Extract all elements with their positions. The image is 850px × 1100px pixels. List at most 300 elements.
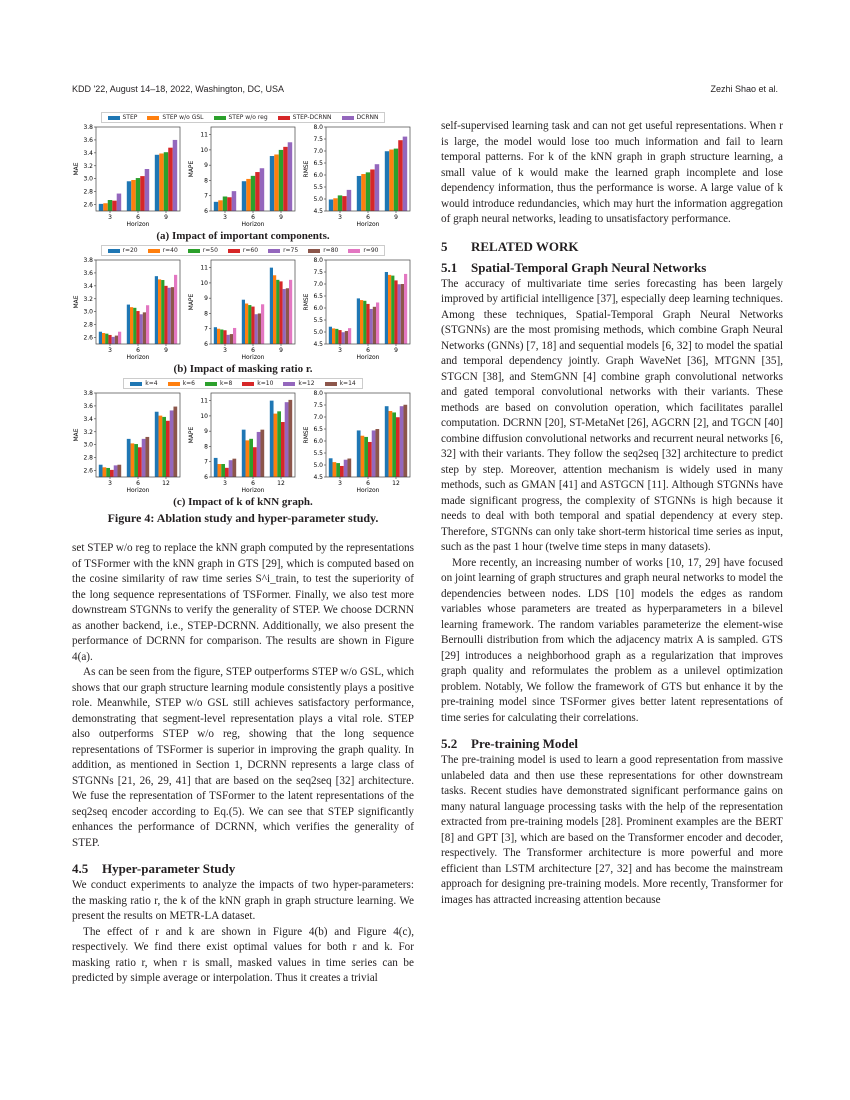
bar (233, 328, 236, 344)
bar (118, 332, 121, 344)
bar (388, 275, 391, 344)
y-tick-label: 8.0 (313, 124, 323, 131)
legend-label: k=12 (298, 380, 315, 387)
bar (232, 459, 236, 477)
y-tick-label: 11 (200, 397, 208, 405)
legend-label: STEP w/o reg (228, 114, 268, 121)
figure-4a (72, 112, 414, 229)
bar (270, 268, 273, 344)
section-number: 4.5 (72, 861, 89, 876)
y-tick-label: 6.5 (313, 426, 323, 433)
bar (251, 176, 255, 211)
legend-item (108, 114, 138, 121)
bar (385, 272, 388, 344)
x-axis-label: Horizon (241, 487, 265, 494)
bar (347, 190, 351, 211)
bar (134, 444, 138, 477)
paragraph: The effect of r and k are shown in Figure 4(b) and Figure 4(c), respectively. We find there exist optimal values for both r and k. For masking ratio r, when r is small, masked values in time series can be predicted by simple average or interpolation. Thus it creates a trivial (72, 925, 414, 984)
chart-panel-rmse (302, 123, 414, 229)
bar (370, 169, 374, 211)
y-axis-label: RMSE (303, 426, 310, 444)
legend-label: r=50 (202, 247, 218, 254)
bar (364, 437, 368, 477)
y-tick-label: 6.5 (313, 293, 323, 300)
bar (114, 465, 118, 477)
bar (394, 280, 397, 344)
x-tick-label: 3 (223, 347, 227, 354)
bar (279, 150, 283, 211)
bar (329, 327, 332, 344)
y-tick-label: 3.0 (83, 308, 93, 316)
bar (136, 178, 140, 211)
y-tick-label: 3.6 (83, 269, 93, 277)
chart-panel-rmse (302, 256, 414, 362)
y-tick-label: 5.5 (313, 317, 323, 324)
bar (131, 180, 135, 211)
bar (281, 422, 285, 477)
bar (255, 172, 259, 211)
y-tick-label: 3.2 (83, 162, 93, 170)
bar (223, 330, 226, 344)
bar (403, 137, 407, 211)
bar (253, 447, 257, 477)
bar (218, 464, 222, 477)
bar (127, 181, 131, 211)
bar (174, 275, 177, 344)
y-axis-label: MAPE (188, 426, 195, 444)
x-tick-label: 6 (251, 480, 255, 487)
bar (166, 421, 170, 477)
y-tick-label: 5.5 (313, 184, 323, 191)
subcaption-b: (b) Impact of masking ratio r. (173, 363, 313, 375)
bar (368, 442, 372, 477)
bar (242, 300, 245, 344)
y-tick-label: 9 (204, 428, 208, 436)
bar (289, 280, 292, 344)
y-tick-label: 2.8 (83, 188, 93, 196)
x-axis-label: Horizon (241, 221, 265, 228)
bar (342, 332, 345, 344)
section-heading-5-2 (441, 735, 783, 753)
bar (214, 202, 218, 211)
bar (403, 405, 407, 477)
bar (363, 301, 366, 344)
bar (376, 302, 379, 344)
y-axis-label: MAPE (188, 293, 195, 311)
y-axis-label: RMSE (303, 293, 310, 311)
bar (162, 417, 166, 477)
y-tick-label: 7.0 (313, 281, 323, 288)
bar (227, 335, 230, 344)
bar (168, 148, 172, 211)
x-tick-label: 6 (251, 214, 255, 221)
y-tick-label: 2.6 (83, 467, 93, 475)
bar (338, 330, 341, 344)
x-tick-label: 3 (108, 214, 112, 221)
bar (227, 197, 231, 211)
bar (332, 328, 335, 344)
bar (155, 155, 159, 211)
bar (361, 436, 365, 477)
bar (277, 411, 281, 477)
legend-label: r=80 (323, 247, 339, 254)
bar (375, 164, 379, 211)
bar (230, 334, 233, 344)
x-tick-label: 6 (366, 480, 370, 487)
section-heading-5 (441, 238, 783, 256)
bar (366, 172, 370, 211)
legend-swatch (214, 116, 226, 120)
section-number: 5.2 (441, 736, 458, 751)
y-tick-label: 6.0 (313, 172, 323, 179)
bar (261, 304, 264, 344)
y-tick-label: 7 (204, 458, 208, 466)
bar (347, 459, 351, 477)
bar (394, 149, 398, 211)
x-tick-label: 9 (279, 347, 283, 354)
y-tick-label: 6 (204, 341, 208, 348)
legend-swatch (188, 249, 200, 253)
legend-swatch (283, 382, 295, 386)
bar (283, 147, 287, 211)
legend-label: k=6 (182, 380, 195, 387)
bar (274, 414, 278, 477)
bar (258, 313, 261, 344)
bar (115, 336, 118, 344)
y-tick-label: 4.5 (313, 208, 323, 215)
bar (99, 332, 102, 344)
x-tick-label: 9 (394, 214, 398, 221)
bar (242, 430, 246, 477)
chart-panel-mae (72, 256, 184, 362)
x-tick-label: 12 (392, 480, 400, 487)
y-tick-label: 3.4 (83, 282, 93, 290)
bar (391, 276, 394, 344)
y-tick-label: 4.5 (313, 341, 323, 348)
bar (283, 289, 286, 344)
y-tick-label: 7.5 (313, 136, 323, 143)
legend-label: k=10 (257, 380, 274, 387)
x-tick-label: 6 (136, 214, 140, 221)
x-tick-label: 6 (136, 347, 140, 354)
legend-swatch (268, 249, 280, 253)
y-tick-label: 8.0 (313, 257, 323, 264)
legend-item (228, 247, 258, 254)
y-axis-label: MAE (73, 428, 80, 442)
bar (130, 307, 133, 344)
bar (127, 305, 130, 344)
x-axis-label: Horizon (356, 354, 380, 361)
legend-swatch (348, 249, 360, 253)
bar (159, 416, 163, 477)
y-tick-label: 3.2 (83, 295, 93, 303)
x-tick-label: 12 (162, 480, 170, 487)
bar (333, 462, 337, 477)
bar (117, 194, 121, 211)
running-header-venue: KDD '22, August 14–18, 2022, Washington, DC, USA (72, 84, 285, 94)
x-tick-label: 3 (223, 480, 227, 487)
legend-swatch (278, 116, 290, 120)
section-number: 5 (441, 238, 448, 254)
bar (398, 140, 402, 211)
bar (251, 307, 254, 344)
y-tick-label: 6.0 (313, 305, 323, 312)
bar (138, 447, 142, 477)
bar (246, 440, 250, 477)
y-tick-label: 3.0 (83, 441, 93, 449)
y-tick-label: 7.0 (313, 148, 323, 155)
bar (389, 411, 393, 477)
y-tick-label: 3.4 (83, 415, 93, 423)
bar (145, 169, 149, 211)
legend-item (168, 380, 195, 387)
bar (375, 429, 379, 477)
bar (140, 176, 144, 211)
y-tick-label: 10 (200, 146, 208, 154)
bar (248, 305, 251, 344)
y-tick-label: 9 (204, 162, 208, 170)
x-tick-label: 3 (338, 480, 342, 487)
section-heading-5-1 (441, 259, 783, 277)
bar (333, 198, 337, 211)
legend-item (214, 114, 268, 121)
bar (146, 305, 149, 344)
bar (345, 331, 348, 344)
y-tick-label: 5.5 (313, 450, 323, 457)
legend-swatch (205, 382, 217, 386)
bar (106, 468, 110, 477)
y-axis-label: MAPE (188, 160, 195, 178)
figure-4c (72, 378, 414, 495)
y-tick-label: 8 (204, 443, 208, 451)
x-tick-label: 9 (164, 347, 168, 354)
bar (218, 200, 222, 211)
bar (170, 410, 174, 477)
legend-swatch (147, 116, 159, 120)
legend-swatch (308, 249, 320, 253)
bar (396, 417, 400, 477)
section-title: Spatial-Temporal Graph Neural Networks (471, 259, 707, 275)
legend-label: k=14 (339, 380, 356, 387)
bar (357, 176, 361, 211)
bar (99, 465, 103, 477)
bar (136, 311, 139, 344)
legend-swatch (130, 382, 142, 386)
legend-item (148, 247, 178, 254)
bar (103, 467, 107, 477)
running-header-authors: Zezhi Shao et al. (710, 84, 778, 94)
bar (370, 309, 373, 344)
y-tick-label: 2.8 (83, 454, 93, 462)
y-tick-label: 7.5 (313, 402, 323, 409)
bar (214, 327, 217, 344)
legend-item (130, 380, 157, 387)
x-tick-label: 9 (164, 214, 168, 221)
x-axis-label: Horizon (241, 354, 265, 361)
bar (392, 412, 396, 477)
bar (158, 279, 161, 344)
right-column (441, 119, 783, 908)
section-title: RELATED WORK (471, 238, 579, 254)
y-tick-label: 8 (204, 310, 208, 318)
x-axis-label: Horizon (356, 487, 380, 494)
bar (340, 466, 344, 477)
bar (255, 314, 258, 344)
bar (398, 284, 401, 344)
x-tick-label: 9 (279, 214, 283, 221)
section-title: Pre-training Model (471, 736, 578, 751)
legend-item (147, 114, 203, 121)
bar (102, 333, 105, 344)
legend-swatch (108, 249, 120, 253)
legend-item (278, 114, 332, 121)
x-tick-label: 6 (366, 347, 370, 354)
y-tick-label: 10 (200, 279, 208, 287)
bar (357, 430, 361, 477)
bar (155, 412, 159, 477)
bar (108, 200, 112, 211)
y-tick-label: 6.5 (313, 160, 323, 167)
x-axis-label: Horizon (356, 221, 380, 228)
legend-swatch (108, 116, 120, 120)
bar (335, 329, 338, 344)
legend-swatch (325, 382, 337, 386)
bar (270, 156, 274, 211)
bar (143, 312, 146, 344)
y-tick-label: 3.8 (83, 124, 93, 131)
chart-legend (123, 378, 362, 389)
y-tick-label: 2.8 (83, 321, 93, 329)
left-column (72, 541, 414, 987)
bar (385, 406, 389, 477)
bar (342, 196, 346, 211)
legend-swatch (228, 249, 240, 253)
bar (155, 276, 158, 344)
figure-caption: Figure 4: Ablation study and hyper-parameter study. (107, 511, 379, 525)
legend-label: DCRNN (356, 114, 379, 121)
subcaption-c: (c) Impact of k of kNN graph. (173, 496, 313, 508)
x-tick-label: 6 (251, 347, 255, 354)
x-tick-label: 3 (108, 347, 112, 354)
bar (225, 468, 229, 477)
legend-swatch (148, 249, 160, 253)
legend-item (268, 247, 298, 254)
x-tick-label: 3 (338, 347, 342, 354)
legend-item (108, 247, 138, 254)
y-tick-label: 6 (204, 208, 208, 215)
bar (164, 152, 168, 211)
y-tick-label: 3.0 (83, 175, 93, 183)
bar (249, 439, 253, 477)
bar (105, 334, 108, 344)
bar (400, 406, 404, 477)
y-tick-label: 8 (204, 177, 208, 185)
paragraph: The pre-training model is used to learn a good representation from massive unlabeled data and then use these representations for other downstream tasks. Recent studies have demonstrated significant performance gains on many natural language processing tasks with the help of the representation extracted from pre-training models [28]. Prominent examples are the BERT [8] and GPT [3], which are based on the Transformer encoder and decoder, respectively. The Transformer architecture is more powerful and more efficient than LSTM architecture [27, 32] and has become the mainstream approach for designing pre-training models. More recently, Transformer for images has attracted increasing attention because (441, 754, 783, 906)
bar (389, 150, 393, 211)
y-tick-label: 3.8 (83, 257, 93, 264)
y-axis-label: MAE (73, 295, 80, 309)
legend-item (188, 247, 218, 254)
bar (110, 470, 114, 477)
y-tick-label: 7.0 (313, 414, 323, 421)
bar (288, 142, 292, 211)
legend-label: STEP-DCRNN (292, 114, 332, 121)
bar (173, 407, 177, 477)
y-tick-label: 3.2 (83, 428, 93, 436)
section-title: Hyper-parameter Study (102, 861, 236, 876)
paragraph: self-supervised learning task and can not get useful representations. When r is large, the model would lose too much information and fail to learn temporal patterns. For k of the kNN graph in graph structure learning, a small value of k would make the learned graph incomplete and lose dependency information, thus the performance is worse. A large value of k would introduce redundancies, which may hurt the information aggregation of graph neural networks, leading to unsatisfactory performance. (441, 120, 783, 225)
y-tick-label: 6 (204, 474, 208, 481)
legend-label: r=90 (363, 247, 379, 254)
chart-panel-mae (72, 389, 184, 495)
bar (173, 140, 177, 211)
legend-item (348, 247, 378, 254)
bar (112, 201, 116, 211)
section-heading-4-5 (72, 860, 414, 878)
chart-panel-mape (187, 256, 299, 362)
paragraph: As can be seen from the figure, STEP outperforms STEP w/o GSL, which shows that our graph structure learning module consistently plays a positive role. Meanwhile, STEP w/o GSL still achieves satisfactory performance, demonstrating that segment-level representation plays a vital role. STEP also outperforms STEP w/o reg, showing that the long sequence representations of TSFormer is superior in improving the graph quality. In addition, as mentioned in Section 1, DCRNN represents a large class of STGNNs [21, 26, 29, 41] that are based on the seq2seq [32] architecture. We fuse the representation of TSFormer to the latent representations of the seq2seq encoder according to Eq.(5). We can see that STEP significantly enhances the performance of DCRNN, which verifies the generality of STEP. (72, 666, 415, 849)
bar (366, 304, 369, 344)
y-tick-label: 3.6 (83, 136, 93, 144)
y-tick-label: 4.5 (313, 474, 323, 481)
y-tick-label: 2.6 (83, 334, 93, 342)
legend-label: STEP w/o GSL (162, 114, 204, 121)
bar (338, 195, 342, 211)
y-tick-label: 5.0 (313, 329, 323, 336)
legend-swatch (342, 116, 354, 120)
bar (257, 432, 261, 477)
bar (214, 458, 218, 477)
chart-panel-mape (187, 389, 299, 495)
legend-item (205, 380, 232, 387)
y-tick-label: 5.0 (313, 462, 323, 469)
y-tick-label: 5.0 (313, 196, 323, 203)
bar (279, 281, 282, 344)
paragraph: More recently, an increasing number of works [10, 17, 29] have focused on joint learning of graph structures and graph neural networks to model the dependencies between nodes. LDS [10] models the edges as random variables whose parameters are treated as hyperparameters in a bilevel learning framework. The random variables parameterize the element-wise Bernoulli distribution from which the adjacency matrix A is sampled. GTS [29] introduces a neighborhood graph as a regularization that improves graph quality and reformulates the problem as a unilevel optimization problem. Notably, We follow the framework of GTS but enhance it by the pre-training model since TSFormer gives better latent representations of time series for calculating their correlations. (441, 556, 783, 724)
legend-label: r=75 (283, 247, 299, 254)
x-tick-label: 6 (366, 214, 370, 221)
legend-label: r=60 (242, 247, 259, 254)
chart-panel-mape (187, 123, 299, 229)
y-tick-label: 10 (200, 412, 208, 420)
paragraph: We conduct experiments to analyze the impacts of two hyper-parameters: the masking ratio r, the k of the kNN graph in graph structure learning. We present the results on METR-LA dataset. (72, 879, 414, 922)
bar (357, 298, 360, 344)
x-tick-label: 6 (136, 480, 140, 487)
y-tick-label: 7 (204, 325, 208, 333)
legend-swatch (168, 382, 180, 386)
bar (348, 328, 351, 344)
bar (273, 275, 276, 344)
bar (108, 335, 111, 344)
legend-item (242, 380, 273, 387)
bar (164, 286, 167, 344)
legend-item (308, 247, 338, 254)
bar (274, 154, 278, 211)
bar (360, 300, 363, 344)
y-tick-label: 8.0 (313, 390, 323, 397)
bar (285, 402, 289, 477)
chart-panel-mae (72, 123, 184, 229)
bar (220, 329, 223, 344)
bar (145, 437, 149, 477)
chart-legend (101, 112, 386, 123)
legend-label: r=20 (122, 247, 138, 254)
x-tick-label: 12 (277, 480, 285, 487)
bar (99, 204, 103, 211)
legend-label: r=40 (162, 247, 178, 254)
bar (372, 430, 376, 477)
bar (159, 153, 163, 211)
